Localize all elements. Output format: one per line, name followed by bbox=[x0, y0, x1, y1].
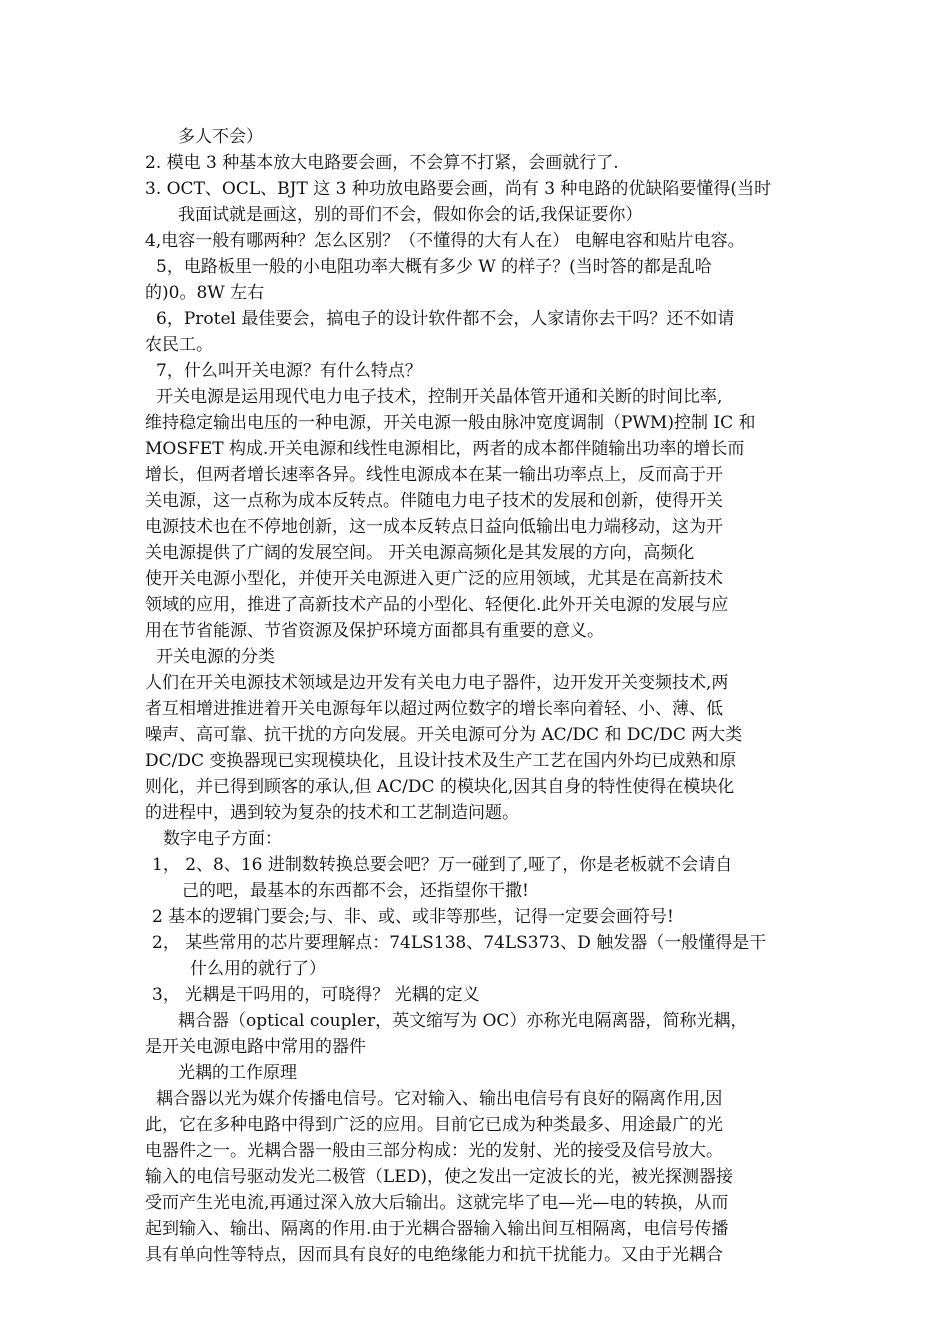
text-line: 增长，但两者增长速率各异。线性电源成本在某一输出功率点上，反而高于开 bbox=[145, 465, 723, 485]
text-line: 关电源提供了广阔的发展空间。 开关电源高频化是其发展的方向，高频化 bbox=[145, 543, 695, 563]
text-line: 6，Protel 最佳要会，搞电子的设计软件都不会，人家请你去干吗？还不如请 bbox=[156, 309, 735, 329]
text-line: 2 基本的逻辑门要会;与、非、或、或非等那些，记得一定要会画符号! bbox=[152, 907, 674, 927]
text-line: 起到输入、输出、隔离的作用.由于光耦合器输入输出间互相隔离，电信号传播 bbox=[145, 1219, 729, 1239]
text-line: 耦合器以光为媒介传播电信号。它对输入、输出电信号有良好的隔离作用,因 bbox=[156, 1089, 723, 1109]
text-line: 使开关电源小型化，并使开关电源进入更广泛的应用领域，尤其是在高新技术 bbox=[145, 569, 723, 589]
text-line: 领域的应用，推进了高新技术产品的小型化、轻便化.此外开关电源的发展与应 bbox=[145, 595, 729, 615]
text-line: 5，电路板里一般的小电阻功率大概有多少 W 的样子？(当时答的都是乱哈 bbox=[156, 257, 712, 277]
section-heading: 光耦的工作原理 bbox=[178, 1063, 297, 1083]
text-line: 3. OCT、OCL、BJT 这 3 种功放电路要会画，尚有 3 种电路的优缺陷要懂得(当时 bbox=[145, 179, 772, 199]
text-line: 噪声、高可靠、抗干扰的方向发展。开关电源可分为 AC/DC 和 DC/DC 两大类 bbox=[145, 725, 743, 745]
text-line: 电源技术也在不停地创新，这一成本反转点日益向低输出电力端移动，这为开 bbox=[145, 517, 723, 537]
text-line: 具有单向性等特点，因而具有良好的电绝缘能力和抗干扰能力。又由于光耦合 bbox=[145, 1245, 723, 1265]
text-line: MOSFET 构成.开关电源和线性电源相比，两者的成本都伴随输出功率的增长而 bbox=[145, 439, 745, 459]
text-line: 7，什么叫开关电源？有什么特点？ bbox=[156, 361, 422, 381]
text-line: 什么用的就行了） bbox=[190, 959, 326, 979]
section-heading: 开关电源的分类 bbox=[156, 647, 275, 667]
text-line: 维持稳定输出电压的一种电源，开关电源一般由脉冲宽度调制（PWM)控制 IC 和 bbox=[145, 413, 756, 433]
text-line: DC/DC 变换器现已实现模块化，且设计技术及生产工艺在国内外均已成熟和原 bbox=[145, 751, 737, 771]
text-line: 4,电容一般有哪两种？怎么区别？（不懂得的大有人在） 电解电容和贴片电容。 bbox=[145, 231, 745, 251]
text-line: 1， 2、8、16 进制数转换总要会吧？万一碰到了,哑了，你是老板就不会请自 bbox=[152, 855, 733, 875]
text-line: 耦合器（optical coupler，英文缩写为 OC）亦称光电隔离器，简称光耦， bbox=[178, 1011, 748, 1031]
section-heading: 数字电子方面： bbox=[163, 829, 282, 849]
text-line: 3， 光耦是干吗用的，可晓得？ 光耦的定义 bbox=[152, 985, 480, 1005]
text-line: 受而产生光电流,再通过深入放大后输出。这就完毕了电—光—电的转换，从而 bbox=[145, 1193, 729, 1213]
text-line: 用在节省能源、节省资源及保护环境方面都具有重要的意义。 bbox=[145, 621, 604, 641]
text-line: 己的吧，最基本的东西都不会，还指望你干撒! bbox=[182, 881, 529, 901]
text-line: 输入的电信号驱动发光二极管（LED)，使之发出一定波长的光，被光探测器接 bbox=[145, 1167, 733, 1187]
text-line: 的进程中，遇到较为复杂的技术和工艺制造问题。 bbox=[145, 803, 519, 823]
text-line: 者互相增进推进着开关电源每年以超过两位数字的增长率向着轻、小、薄、低 bbox=[145, 699, 723, 719]
text-line: 则化，并已得到顾客的承认,但 AC/DC 的模块化,因其自身的特性使得在模块化 bbox=[145, 777, 735, 797]
text-line: 的)0。8W 左右 bbox=[145, 283, 265, 303]
text-line: 此，它在多种电路中得到广泛的应用。目前它已成为种类最多、用途最广的光 bbox=[145, 1115, 723, 1135]
text-line: 电器件之一。光耦合器一般由三部分构成：光的发射、光的接受及信号放大。 bbox=[145, 1141, 723, 1161]
text-line: 2， 某些常用的芯片要理解点：74LS138、74LS373、D 触发器（一般懂得是干 bbox=[152, 933, 767, 953]
text-line: 我面试就是画这，别的哥们不会，假如你会的话,我保证要你） bbox=[178, 205, 643, 225]
text-line: 农民工。 bbox=[145, 335, 213, 355]
text-line: 关电源，这一点称为成本反转点。伴随电力电子技术的发展和创新，使得开关 bbox=[145, 491, 723, 511]
text-line: 人们在开关电源技术领域是边开发有关电力电子器件，边开发开关变频技术,两 bbox=[145, 673, 729, 693]
text-line: 是开关电源电路中常用的器件 bbox=[145, 1037, 366, 1057]
text-line: 多人不会） bbox=[178, 127, 263, 147]
text-line: 2. 模电 3 种基本放大电路要会画，不会算不打紧，会画就行了. bbox=[145, 153, 619, 173]
text-line: 开关电源是运用现代电力电子技术，控制开关晶体管开通和关断的时间比率, bbox=[156, 387, 723, 407]
